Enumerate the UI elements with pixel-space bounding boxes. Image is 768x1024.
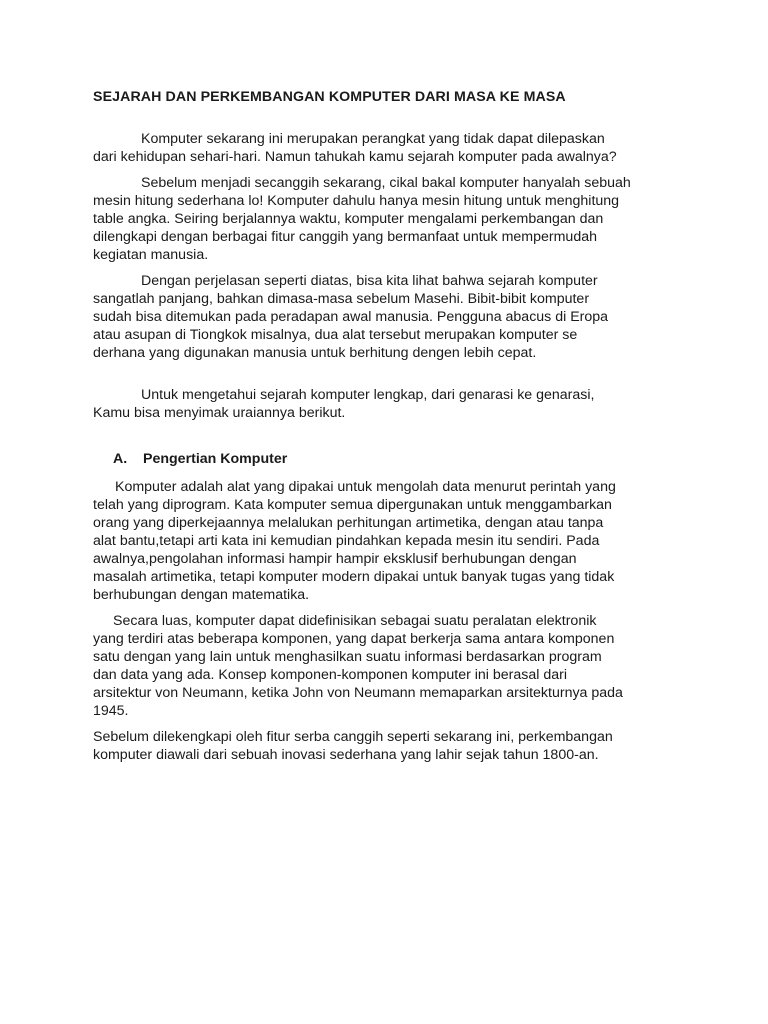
section-number: A. <box>113 451 128 467</box>
text-line: Komputer adalah alat yang dipakai untuk mengolah data menurut perintah yang <box>115 479 616 495</box>
text-line: Sebelum menjadi secanggih sekarang, cikal bakal komputer hanyalah sebuah <box>141 175 631 191</box>
text-line: awalnya,pengolahan informasi hampir hampir eksklusif berhubungan dengan <box>93 551 577 567</box>
text-line: Komputer sekarang ini merupakan perangkat yang tidak dapat dilepaskan <box>141 131 605 147</box>
text-line: orang yang diperkejaannya melalukan perhitungan artimetika, dengan atau tanpa <box>93 515 604 531</box>
text-line: 1945. <box>93 703 129 719</box>
text-line: satu dengan yang lain untuk menghasilkan suatu informasi berdasarkan program <box>93 649 602 665</box>
text-line: dan data yang ada. Konsep komponen-komponen komputer ini berasal dari <box>93 667 568 683</box>
text-line: arsitektur von Neumann, ketika John von Neumann memaparkan arsitekturnya pada <box>93 685 623 701</box>
text-line: sudah bisa ditemukan pada peradapan awal manusia. Pengguna abacus di Eropa <box>93 309 609 325</box>
text-line: Sebelum dilekengkapi oleh fitur serba canggih seperti sekarang ini, perkembangan <box>93 729 613 745</box>
intro-paragraph-2 <box>93 174 683 264</box>
text-line: Secara luas, komputer dapat didefinisikan sebagai suatu peralatan elektronik <box>113 613 597 629</box>
text-line: derhana yang digunakan manusia untuk berhitung dengen lebih cepat. <box>93 345 537 361</box>
text-line: mesin hitung sederhana lo! Komputer dahulu hanya mesin hitung untuk menghitung <box>93 193 620 209</box>
text-line: Dengan perjelasan seperti diatas, bisa kita lihat bahwa sejarah komputer <box>141 273 598 289</box>
text-line: telah yang diprogram. Kata komputer semua dipergunakan untuk menggambarkan <box>93 497 612 513</box>
section-heading <box>113 450 683 468</box>
text-line: masalah artimetika, tetapi komputer modern dipakai untuk banyak tugas yang tidak <box>93 569 615 585</box>
intro-paragraph-3 <box>93 272 683 362</box>
section-paragraph-1 <box>93 478 683 604</box>
section-paragraph-3 <box>93 728 683 764</box>
intro-paragraph-4 <box>93 386 683 422</box>
intro-paragraph-1 <box>93 130 683 166</box>
text-line: atau asupan di Tiongkok misalnya, dua alat tersebut merupakan komputer se <box>93 327 578 343</box>
text-line: kegiatan manusia. <box>93 247 209 263</box>
text-line: dari kehidupan sehari-hari. Namun tahukah kamu sejarah komputer pada awalnya? <box>93 149 617 165</box>
document-body <box>93 88 683 772</box>
section-paragraph-2 <box>93 612 683 720</box>
text-line: alat bantu,tetapi arti kata ini kemudian pindahkan kepada mesin itu sendiri. Pada <box>93 533 600 549</box>
text-line: komputer diawali dari sebuah inovasi sederhana yang lahir sejak tahun 1800-an. <box>93 747 599 763</box>
text-line: yang terdiri atas beberapa komponen, yang dapat berkerja sama antara komponen <box>93 631 615 647</box>
text-line: dilengkapi dengan berbagai fitur canggih yang bermanfaat untuk mempermudah <box>93 229 597 245</box>
section-title: Pengertian Komputer <box>143 451 288 467</box>
text-line: table angka. Seiring berjalannya waktu, komputer mengalami perkembangan dan <box>93 211 604 227</box>
document-title: SEJARAH DAN PERKEMBANGAN KOMPUTER DARI MASA KE MASA <box>93 89 566 105</box>
text-line: Kamu bisa menyimak uraiannya berikut. <box>93 405 346 421</box>
text-line: berhubungan dengan matematika. <box>93 587 310 603</box>
text-line: sangatlah panjang, bahkan dimasa-masa sebelum Masehi. Bibit-bibit komputer <box>93 291 590 307</box>
text-line: Untuk mengetahui sejarah komputer lengkap, dari genarasi ke genarasi, <box>141 387 595 403</box>
